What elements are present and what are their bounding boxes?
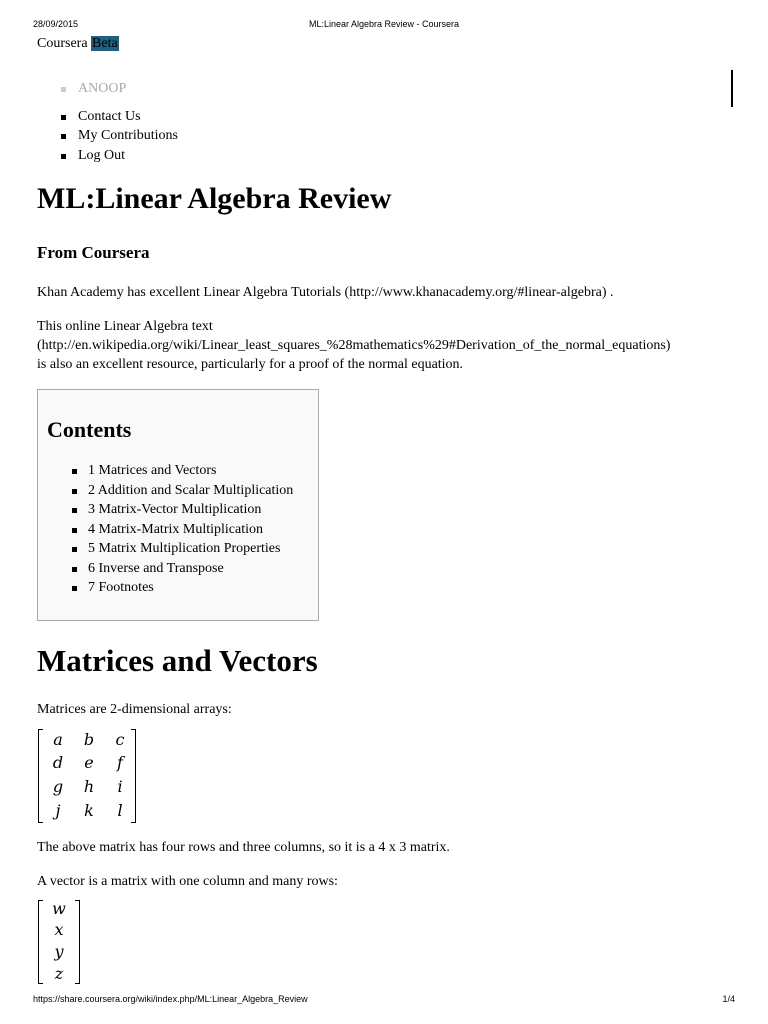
matrix-cell: f: [117, 753, 123, 772]
matrix-cell: d: [52, 753, 64, 772]
section-heading: Matrices and Vectors: [37, 643, 318, 678]
page-number: 1/4: [722, 994, 735, 1004]
right-bracket: [75, 900, 80, 984]
brand-name[interactable]: Coursera: [37, 36, 88, 51]
vector-cell: z: [54, 964, 64, 983]
log-out-link[interactable]: Log Out: [56, 146, 178, 166]
text-cursor-mark: [731, 70, 733, 107]
user-name[interactable]: ANOOP: [56, 79, 178, 99]
contact-us-link[interactable]: Contact Us: [56, 107, 178, 127]
matrix-cell: h: [83, 777, 95, 796]
print-date: 28/09/2015: [33, 19, 79, 29]
left-bracket: [38, 900, 43, 984]
toc-item[interactable]: 5 Matrix Multiplication Properties: [68, 539, 293, 559]
vector-text: A vector is a matrix with one column and many rows:: [37, 874, 338, 889]
toc-item[interactable]: 2 Addition and Scalar Multiplication: [68, 481, 293, 501]
matrix-cell: i: [117, 777, 123, 796]
site-brand[interactable]: [37, 36, 119, 52]
vector-4x1: [38, 900, 80, 984]
right-bracket: [131, 729, 136, 823]
toc-item[interactable]: 6 Inverse and Transpose: [68, 559, 293, 579]
matrix-4x3: [38, 729, 136, 823]
intro-paragraph: Khan Academy has excellent Linear Algebra Tutorials (http://www.khanacademy.org/#linear-algebra) .: [37, 285, 614, 300]
matrix-cell: b: [83, 730, 95, 749]
print-title: ML:Linear Algebra Review - Coursera: [308, 19, 460, 29]
toc-item[interactable]: 1 Matrices and Vectors: [68, 461, 293, 481]
matrix-cell: a: [53, 730, 63, 749]
toc-item[interactable]: 7 Footnotes: [68, 578, 293, 598]
matrix-cell: k: [84, 801, 94, 820]
matrix-cell: c: [115, 730, 125, 749]
toc-item[interactable]: 3 Matrix-Vector Multiplication: [68, 500, 293, 520]
vector-cell: x: [54, 920, 64, 939]
matrices-text: Matrices are 2-dimensional arrays:: [37, 702, 232, 717]
page-subtitle: From Coursera: [37, 243, 150, 262]
matrix-cell: j: [55, 801, 61, 820]
my-contributions-link[interactable]: My Contributions: [56, 126, 178, 146]
page-title: ML:Linear Algebra Review: [37, 182, 392, 215]
vector-cell: w: [52, 899, 66, 918]
toc-title: Contents: [47, 417, 132, 442]
matrix-cell: g: [52, 777, 64, 796]
matrix-cell: e: [84, 753, 94, 772]
beta-badge: Beta: [92, 36, 118, 51]
user-menu: [56, 79, 178, 165]
matrix-cell: l: [117, 801, 123, 820]
left-bracket: [38, 729, 43, 823]
resource-paragraph: This online Linear Algebra text (http://en.wikipedia.org/wiki/Linear_least_squares_%28mathematics%29#Derivation_of_the_normal_equations) is also an excellent resource, particularly for a proof of the normal equation.: [37, 319, 671, 372]
matrix-description: The above matrix has four rows and three columns, so it is a 4 x 3 matrix.: [37, 840, 450, 855]
vector-cell: y: [54, 942, 64, 961]
toc-list: [68, 461, 293, 598]
toc-item[interactable]: 4 Matrix-Matrix Multiplication: [68, 520, 293, 540]
print-url: https://share.coursera.org/wiki/index.php/ML:Linear_Algebra_Review: [33, 994, 308, 1004]
table-of-contents: [37, 389, 319, 621]
